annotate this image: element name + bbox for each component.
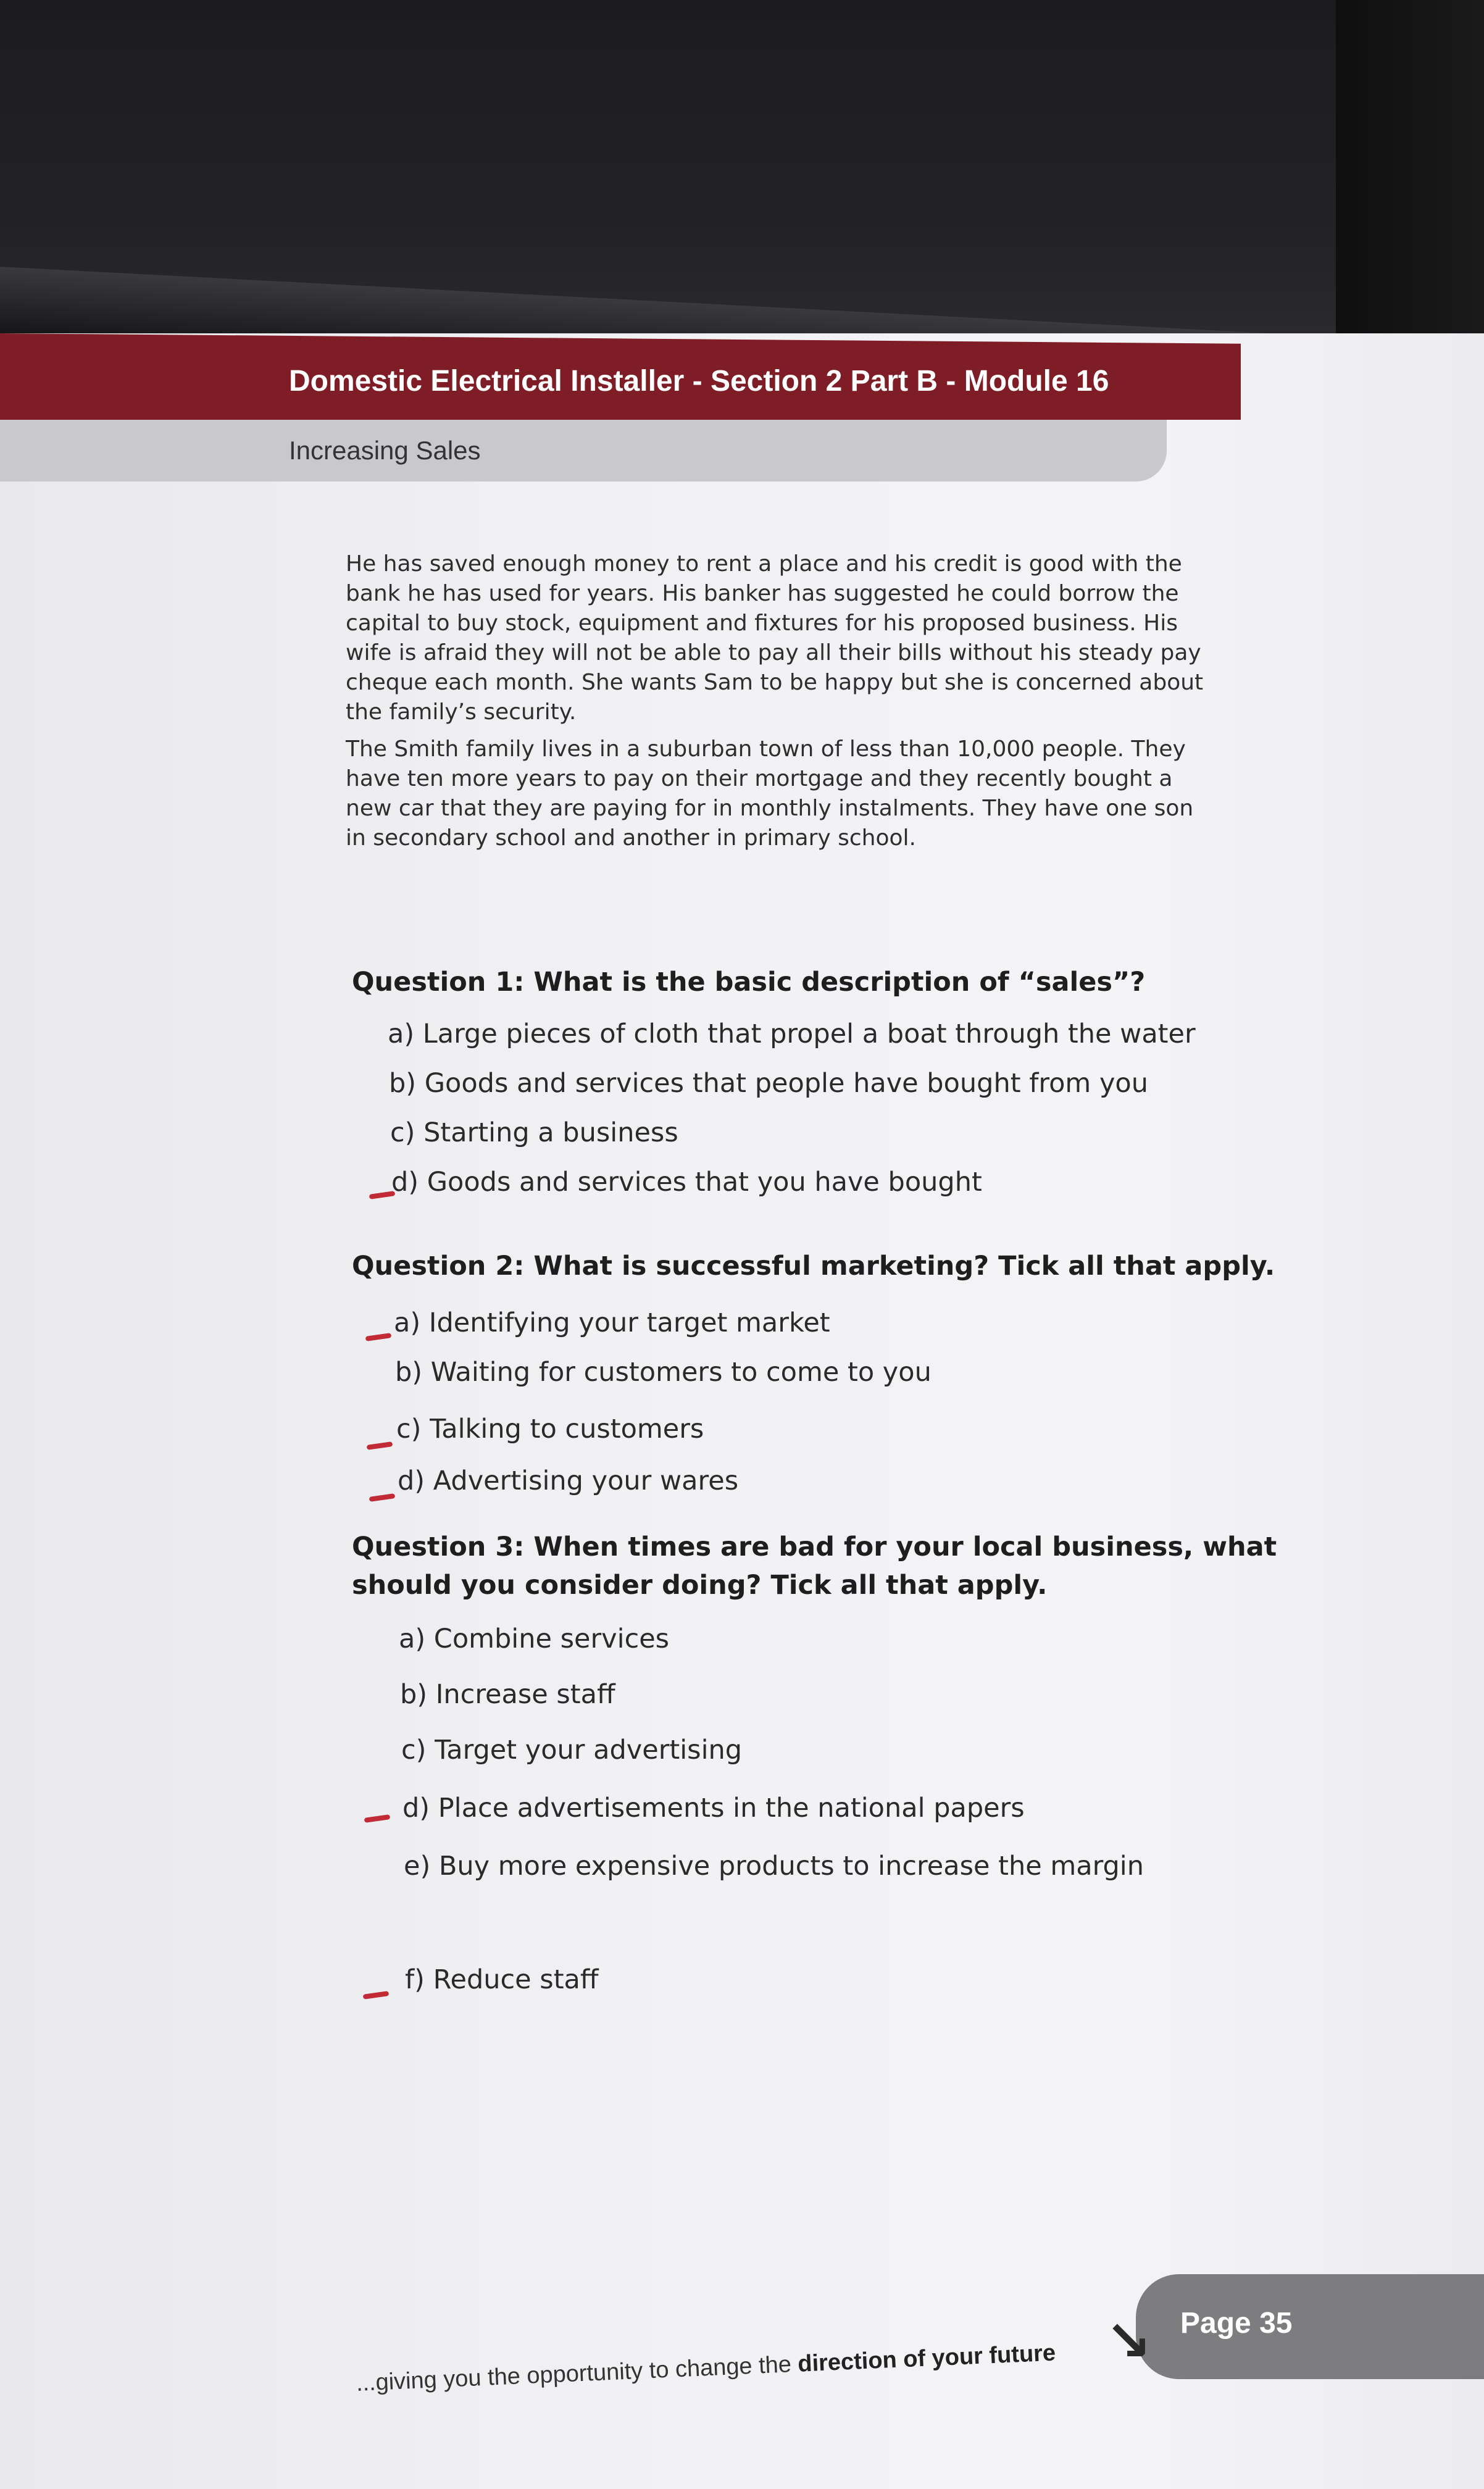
- footer-tagline: [356, 2340, 1056, 2397]
- tagline-bold: direction of your future: [797, 2340, 1056, 2377]
- q3-option-b[interactable]: b) Increase staff: [400, 1679, 615, 1710]
- q1-option-d[interactable]: d) Goods and services that you have bought: [391, 1167, 982, 1198]
- q2-option-b[interactable]: b) Waiting for customers to come to you: [395, 1357, 932, 1388]
- question-3: Question 3: When times are bad for your local business, what should you consider doing? Tick all that apply.: [352, 1532, 1277, 1601]
- q3-option-e[interactable]: e) Buy more expensive products to increase the margin: [404, 1851, 1144, 1882]
- q1-option-c[interactable]: c) Starting a business: [390, 1117, 678, 1148]
- q1-option-a[interactable]: a) Large pieces of cloth that propel a boat through the water: [388, 1019, 1196, 1049]
- section-title: Increasing Sales: [289, 436, 481, 465]
- question-1: Question 1: What is the basic description of “sales”?: [352, 967, 1146, 998]
- q3-option-f[interactable]: f) Reduce staff: [405, 1964, 599, 1995]
- workbook-page: [0, 333, 1484, 2489]
- q2-option-a[interactable]: a) Identifying your target market: [394, 1307, 830, 1338]
- tick-mark: [364, 1814, 391, 1823]
- subheader-band: [0, 420, 1167, 482]
- q2-option-c[interactable]: c) Talking to customers: [396, 1414, 704, 1445]
- tagline-prefix: ...giving you the opportunity to change the: [356, 2351, 799, 2396]
- tick-mark: [363, 1991, 390, 1999]
- tick-mark: [369, 1493, 396, 1502]
- page-number: Page 35: [1180, 2307, 1293, 2340]
- q3-option-c[interactable]: c) Target your advertising: [401, 1735, 743, 1766]
- q3-option-d[interactable]: d) Place advertisements in the national papers: [402, 1793, 1025, 1824]
- paragraph-1: He has saved enough money to rent a place and his credit is good with the bank he has used for years. His banker has suggested he could borrow the capital to buy stock, equipment and fixtures for his proposed business. His wife is afraid they will not be able to pay all their bills without his steady pay cheque each month. She wants Sam to be happy but she is concerned about the family’s security.: [346, 551, 1204, 725]
- page-header-title: Domestic Electrical Installer - Section 2 Part B - Module 16: [289, 365, 1109, 398]
- q3-option-a[interactable]: a) Combine services: [399, 1624, 670, 1654]
- question-2: Question 2: What is successful marketing? Tick all that apply.: [352, 1251, 1275, 1282]
- q2-option-d[interactable]: d) Advertising your wares: [398, 1465, 739, 1496]
- tick-mark: [365, 1333, 392, 1341]
- q1-option-b[interactable]: b) Goods and services that people have bought from you: [389, 1068, 1148, 1099]
- tick-mark: [367, 1441, 393, 1450]
- paragraph-2: The Smith family lives in a suburban town of less than 10,000 people. They have ten more years to pay on their mortgage and they recently bought a new car that they are paying for in monthly instalments. They have one son in secondary school and another in primary school.: [346, 736, 1194, 851]
- logo-icon: ↘: [1105, 2309, 1152, 2374]
